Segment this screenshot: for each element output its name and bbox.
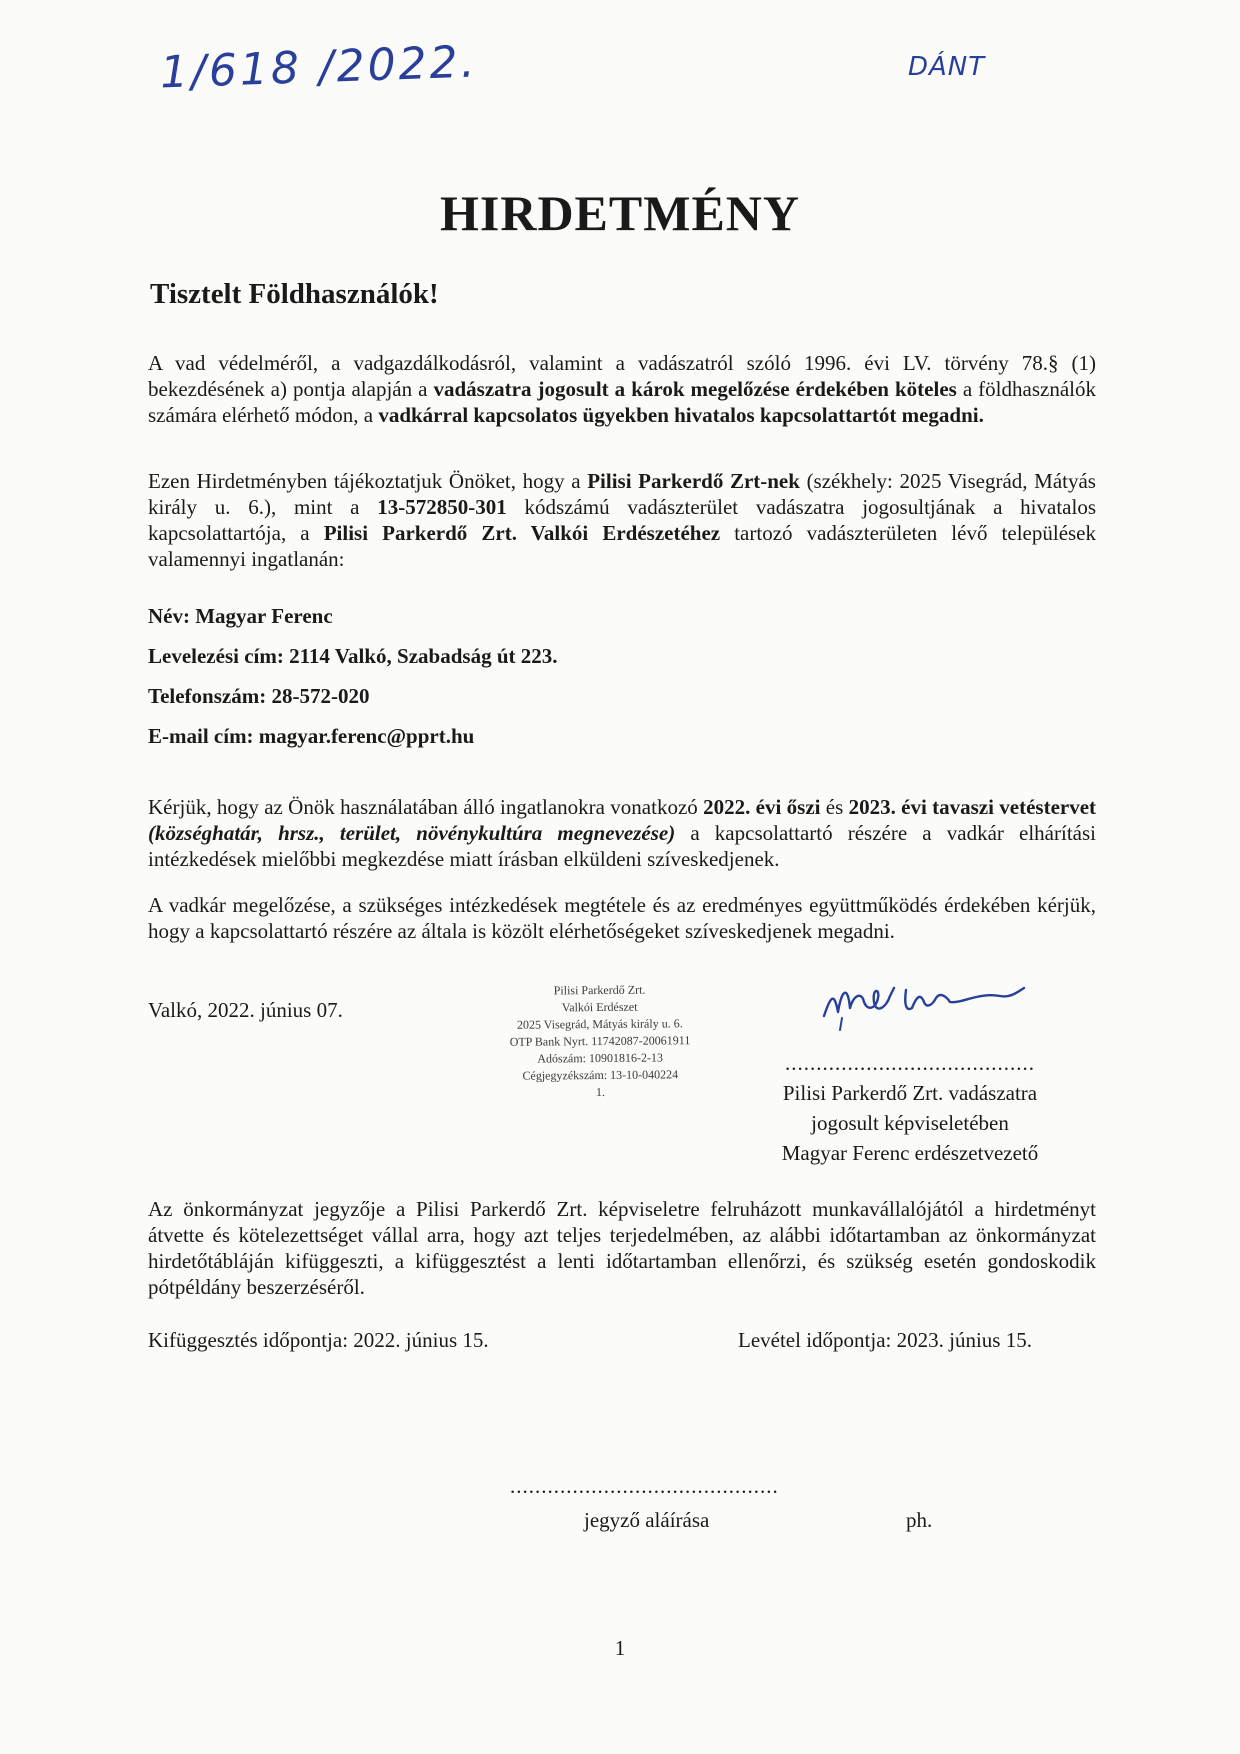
para3-text-4: a kapcsolattartó részére a vadkár elhárítási intézkedések mielőbbi megkezdése miatt írásban elküldeni szíveskedjenek. [148, 821, 1096, 871]
removal-date: Levétel időpontja: 2023. június 15. [738, 1328, 1032, 1352]
stamp-line-2: Valkói Erdészet [561, 999, 638, 1015]
place-and-date: Valkó, 2022. június 07. [148, 998, 343, 1022]
stamp-line-4: OTP Bank Nyrt. 11742087-20061911 [509, 1033, 691, 1049]
paragraph-legal-basis [148, 350, 1096, 428]
clerk-signature-line: ........................................... [510, 1474, 779, 1498]
handwritten-mark: DÁNT [908, 52, 986, 82]
para1-text-2: a földhasználók számára elérhető módon, a [148, 377, 1096, 427]
para2-bold-1: Pilisi Parkerdő Zrt-nek [587, 469, 800, 493]
para2-bold-2: 13-572850-301 [377, 495, 507, 519]
signatory-block [730, 1048, 1090, 1168]
signatory-line-3: Magyar Ferenc erdészetvezető [781, 1141, 1039, 1165]
posting-date: Kifüggesztés időpontja: 2022. június 15. [148, 1328, 489, 1352]
stamp-line-6: Cégjegyzékszám: 13-10-040224 [522, 1067, 679, 1083]
handwritten-signature [820, 968, 1030, 1038]
para3-text-1: Kérjük, hogy az Önök használatában álló ingatlanokra vonatkozó [148, 795, 704, 819]
contact-name: Név: Magyar Ferenc [148, 604, 333, 628]
company-stamp [439, 981, 760, 1103]
para3-text-2: és [820, 795, 849, 819]
signatory-line-2: jogosult képviseletében [811, 1111, 1009, 1135]
contact-email: E-mail cím: magyar.ferenc@pprt.hu [148, 724, 475, 748]
para1-bold-2: vadkárral kapcsolatos ügyekben hivatalos kapcsolattartót megadni. [378, 403, 984, 427]
contact-address: Levelezési cím: 2114 Valkó, Szabadság út 223. [148, 644, 558, 668]
para3-bold-1: 2022. évi [703, 795, 782, 819]
stamp-line-3: 2025 Visegrád, Mátyás király u. 6. [516, 1016, 683, 1032]
para1-bold-1: vadászatra jogosult a károk megelőzése érdekében köteles [433, 377, 957, 401]
contact-phone: Telefonszám: 28-572-020 [148, 684, 370, 708]
document-title: HIRDETMÉNY [439, 185, 801, 241]
page-number: 1 [614, 1636, 626, 1660]
para3-bold-italic: (községhatár, hrsz., terület, növénykultúra megnevezése) [148, 821, 676, 845]
para2-text-3: kódszámú vadászterület vadászatra jogosultjának a hivatalos kapcsolattartója, a [148, 495, 1096, 545]
registration-number-handwritten: 1/618 /2022. [159, 36, 479, 99]
paragraph-sowing-plan-request [148, 794, 1096, 872]
signature-dotted-line: ........................................ [785, 1051, 1035, 1075]
stamp-line-7: 1. [595, 1084, 606, 1100]
clerk-signature-label: jegyző aláírása [584, 1508, 710, 1532]
seal-placeholder: ph. [906, 1508, 933, 1532]
para1-text-1: A vad védelméről, a vadgazdálkodásról, valamint a vadászatról szóló 1996. évi LV. törvény 78.§ (1) bekezdésének a) pontja alapján a [148, 351, 1096, 401]
stamp-line-1: Pilisi Parkerdő Zrt. [553, 982, 646, 998]
para3-bold-3: 2023. évi tavaszi vetéstervet [848, 795, 1097, 819]
paragraph-clerk-obligation: Az önkormányzat jegyzője a Pilisi Parkerdő Zrt. képviseletre felruházott munkavállalójától a hirdetményt átvette és kötelezettséget vállal arra, hogy azt teljes terjedelmében, az alábbi időtartamban az önkormányzat hirdetőtábláján kifüggeszti, a kifüggesztést a lenti időtartamban ellenőrzi, és szükség esetén gondoskodik pótpéldány beszerzéséről. [148, 1197, 1096, 1299]
stamp-line-5: Adószám: 10901816-2-13 [537, 1050, 664, 1066]
salutation: Tisztelt Földhasználók! [150, 278, 439, 310]
para3-bold-2: őszi [781, 795, 821, 819]
signatory-line-1: Pilisi Parkerdő Zrt. vadászatra [782, 1081, 1038, 1105]
paragraph-contact-intro [148, 468, 1096, 572]
para2-text-1: Ezen Hirdetményben tájékoztatjuk Önöket, hogy a [148, 469, 588, 493]
para2-bold-3: Pilisi Parkerdő Zrt. Valkói Erdészetéhez [323, 521, 721, 545]
paragraph-cooperation: A vadkár megelőzése, a szükséges intézkedések megtétele és az eredményes együttműködés érdekében kérjük, hogy a kapcsolattartó részére az általa is közölt elérhetőségeket szíveskedjenek megadni. [148, 893, 1096, 943]
para2-text-4: tartozó vadászterületen lévő települések valamennyi ingatlanán: [148, 521, 1097, 571]
para2-text-2: (székhely: 2025 Visegrád, Mátyás király u. 6.), mint a [148, 469, 1096, 519]
